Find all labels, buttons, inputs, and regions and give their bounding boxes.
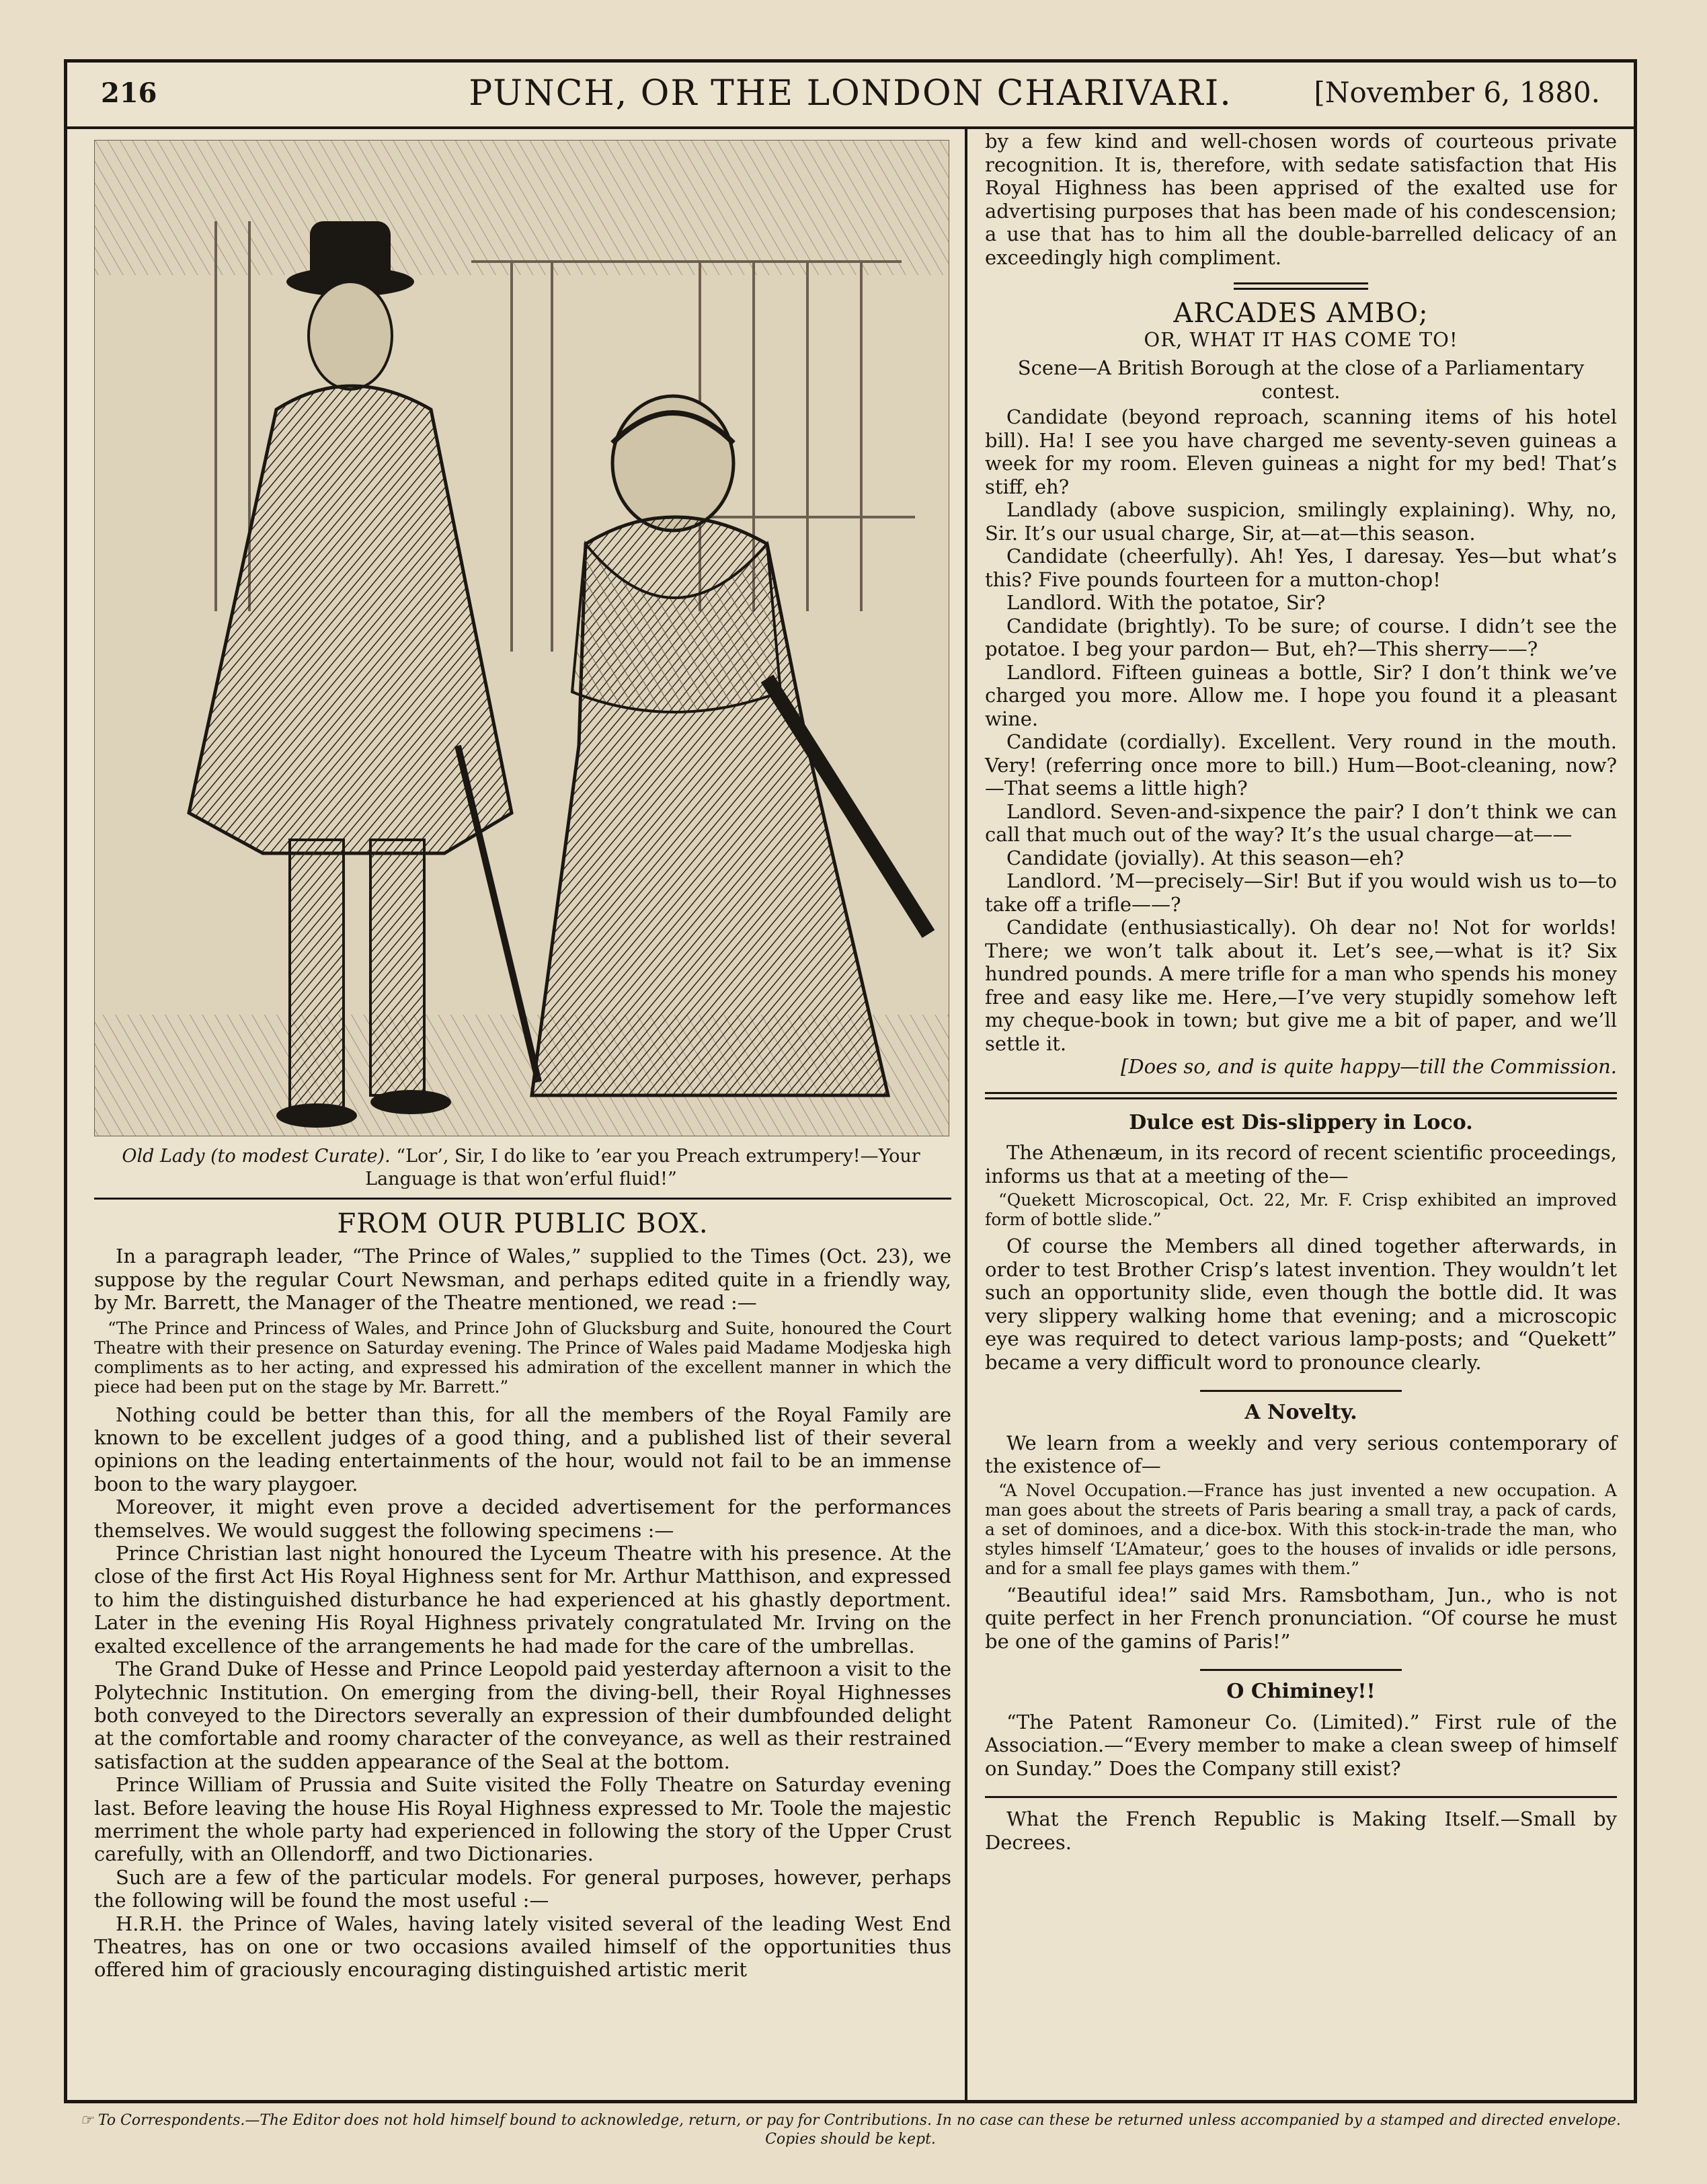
article-paragraph: In a paragraph leader, “The Prince of Wales,” supplied to the Times (Oct. 23), we suppose by the regular Court Newsman, and perhaps edited quite in a friendly way, by Mr. Barrett, the Manager of the Theatre mentioned, we read :— bbox=[94, 1245, 951, 1315]
continuation-paragraph: by a few kind and well-chosen words of courteous private recognition. It is, therefore, with sedate satisfaction that His Royal Highness has been apprised of the exalted use for advertising purposes that has been made of his condescension; a use that has to him all the double-barrelled delicacy of an exceedingly high compliment. bbox=[985, 130, 1617, 269]
engraving-illustration bbox=[94, 140, 949, 1136]
article-paragraph: Such are a few of the particular models. For general purposes, however, perhaps the following will be found the most useful :— bbox=[94, 1865, 951, 1912]
dialogue-line: Landlord. Seven-and-sixpence the pair? I don’t think we can call that much out of the way? It’s the usual charge—at—— bbox=[985, 800, 1617, 846]
section-rule bbox=[1200, 1390, 1402, 1392]
dialogue-line: Candidate (jovially). At this season—eh? bbox=[1006, 846, 1404, 869]
dialogue-line: Candidate (brightly). To be sure; of course. I didn’t see the potatoe. I beg your pardon— But, eh?—This sherry——? bbox=[985, 614, 1617, 660]
caption-quote: “Lor’, Sir, I do like to ’ear you Preach extrumpery!—Your Language is that won’erful fluid!” bbox=[365, 1146, 920, 1190]
caption-speaker: Old Lady (to modest Curate). bbox=[122, 1146, 391, 1167]
stage-direction: [Does so, and is quite happy—till the Commission. bbox=[1121, 1055, 1617, 1078]
chiminey-body: “The Patent Ramoneur Co. (Limited).” First rule of the Association.—“Every member to make a clean sweep of himself on Sunday.” Does the Company still exist? bbox=[985, 1710, 1617, 1780]
issue-date: [November 6, 1880. bbox=[1314, 76, 1600, 109]
arcades-title: ARCADES AMBO; bbox=[1173, 298, 1429, 329]
dulce-title: Dulce est Dis-slippery in Loco. bbox=[1129, 1110, 1473, 1134]
arcades-subtitle: OR, WHAT IT HAS COME TO! bbox=[1144, 327, 1458, 351]
dialogue-line: Landlord. ’M—precisely—Sir! But if you would wish us to—to take off a trifle——? bbox=[985, 869, 1617, 916]
dialogue-line: Landlady (above suspicion, smilingly explaining). Why, no, Sir. It’s our usual charge, Sir, at—at—this season. bbox=[985, 498, 1617, 545]
masthead bbox=[67, 63, 1634, 129]
right-column bbox=[985, 130, 1617, 1854]
arcades-scene: Scene—A British Borough at the close of a Parliamentary contest. bbox=[1017, 356, 1585, 403]
republic-note: What the French Republic is Making Itself.—Small by Decrees. bbox=[985, 1807, 1617, 1854]
caption-rule bbox=[94, 1198, 951, 1200]
article-paragraph: The Grand Duke of Hesse and Prince Leopold paid yesterday afternoon a visit to the Polytechnic Institution. On emerging from the diving-bell, their Royal Highnesses both conveyed to the Directors severally an expression of their dumbfounded delight at the comfortable and roomy character of the conveyance, as well as their restrained satisfaction at the sudden appearance of the Seal at the bottom. bbox=[94, 1658, 951, 1773]
novelty-quote: “A Novel Occupation.—France has just invented a new occupation. A man goes about the streets of Paris bearing a small tray, a pack of cards, a set of dominoes, and a dice-box. With this stock-in-trade the man, who styles himself ‘L’Amateur,’ goes to the houses of invalids or idle persons, and for a small fee plays games with them.” bbox=[985, 1480, 1617, 1578]
dialogue-line: Landlord. Fifteen guineas a bottle, Sir? I don’t think we’ve charged you more. Allow me. I hope you found it a pleasant wine. bbox=[985, 660, 1617, 730]
dialogue-line: Landlord. With the potatoe, Sir? bbox=[1006, 591, 1326, 614]
dialogue-line: Candidate (cordially). Excellent. Very round in the mouth. Very! (referring once more to bill.) Hum—Boot-cleaning, now?—That seems a little high? bbox=[985, 730, 1617, 800]
article-paragraph: Prince Christian last night honoured the Lyceum Theatre with his presence. At the close of the first Act His Royal Highness sent for Mr. Arthur Matthison, and expressed to him the distinguished disturbance he had experienced at his ghastly deportment. Later in the evening His Royal Highness privately congratulated Mr. Irving on the exalted excellence of the arrangements he had made for the care of the umbrellas. bbox=[94, 1542, 951, 1658]
novelty-intro: We learn from a weekly and very serious contemporary of the existence of— bbox=[985, 1431, 1617, 1477]
dialogue-line: Candidate (cheerfully). Ah! Yes, I daresay. Yes—but what’s this? Five pounds fourteen for a mutton-chop! bbox=[985, 545, 1617, 591]
dulce-intro: The Athenæum, in its record of recent scientific proceedings, informs us that at a meeting of the— bbox=[985, 1141, 1617, 1187]
page-number: 216 bbox=[101, 77, 157, 109]
dialogue-line: Candidate (enthusiastically). Oh dear no! Not for worlds! There; we won’t talk about it. Let’s see,—what is it? Six hundred pounds. A mere trifle for a man who spends his money free and easy like me. Here,—I’ve very stupidly somehow left my cheque-book in town; but give me a bit of paper, and we’ll settle it. bbox=[985, 916, 1617, 1055]
dulce-body: Of course the Members all dined together afterwards, in order to test Brother Crisp’s latest invention. They wouldn’t let such an opportunity slide, even though the bottle did. It was very slippery walking home that evening; and a microscopic eye was required to detect various lamp-posts; and “Quekett” became a very difficult word to pronounce clearly. bbox=[985, 1235, 1617, 1374]
article-paragraph: Moreover, it might even prove a decided advertisement for the performances themselves. We would suggest the following specimens :— bbox=[94, 1495, 951, 1542]
article-paragraph: Nothing could be better than this, for all the members of the Royal Family are known to be excellent judges of a good thing, and a published list of their several opinions on the leading entertainments of the hour, would not fail to be an immense boon to the wary playgoer. bbox=[94, 1403, 951, 1495]
dialogue-line: Candidate (beyond reproach, scanning items of his hotel bill). Ha! I see you have charged me seventy-seven guineas a week for my room. Eleven guineas a night for my bed! That’s stiff, eh? bbox=[985, 405, 1617, 498]
section-rule bbox=[985, 1796, 1617, 1798]
column-divider bbox=[965, 126, 967, 2103]
article-title: FROM OUR PUBLIC BOX. bbox=[337, 1208, 709, 1239]
section-rule bbox=[1234, 282, 1368, 290]
chiminey-title: O Chiminey!! bbox=[1226, 1680, 1376, 1703]
article-paragraph: H.R.H. the Prince of Wales, having lately visited several of the leading West End Theatres, has on one or two occasions availed himself of the opportunities thus offered him of graciously encouraging distinguished artistic merit bbox=[94, 1912, 951, 1982]
novelty-body: “Beautiful idea!” said Mrs. Ramsbotham, Jun., who is not quite perfect in her French pronunciation. “Of course he must be one of the gamins of Paris!” bbox=[985, 1583, 1617, 1653]
section-rule bbox=[1200, 1669, 1402, 1671]
public-box-article bbox=[94, 1206, 951, 1982]
correspondents-notice: ☞ To Correspondents.—The Editor does not hold himself bound to acknowledge, return, or pay for Contributions. In no case can these be returned unless accompanied by a stamped and directed envelope. Copies should be kept. bbox=[80, 2112, 1621, 2148]
engraving-drawing bbox=[95, 141, 949, 1136]
section-rule bbox=[985, 1092, 1617, 1099]
newspaper-page bbox=[64, 59, 1637, 2103]
article-paragraph: Prince William of Prussia and Suite visited the Folly Theatre on Saturday evening last. Before leaving the house His Royal Highness expressed to Mr. Toole the majestic merriment the whole party had experienced in following the story of the Upper Crust carefully, with an Ollendorff, and two Dictionaries. bbox=[94, 1773, 951, 1866]
illustration-caption bbox=[94, 1145, 948, 1191]
court-news-quote: “The Prince and Princess of Wales, and Prince John of Glucksburg and Suite, honoured the Court Theatre with their presence on Saturday evening. The Prince of Wales paid Madame Modjeska high compliments as to her acting, and expressed his admiration of the excellent manner in which the piece had been put on the stage by Mr. Barrett.” bbox=[94, 1318, 951, 1397]
publication-title: PUNCH, OR THE LONDON CHARIVARI. bbox=[469, 73, 1232, 114]
novelty-title: A Novelty. bbox=[1244, 1401, 1357, 1424]
dulce-quote: “Quekett Microscopical, Oct. 22, Mr. F. Crisp exhibited an improved form of bottle slide.” bbox=[985, 1190, 1617, 1229]
